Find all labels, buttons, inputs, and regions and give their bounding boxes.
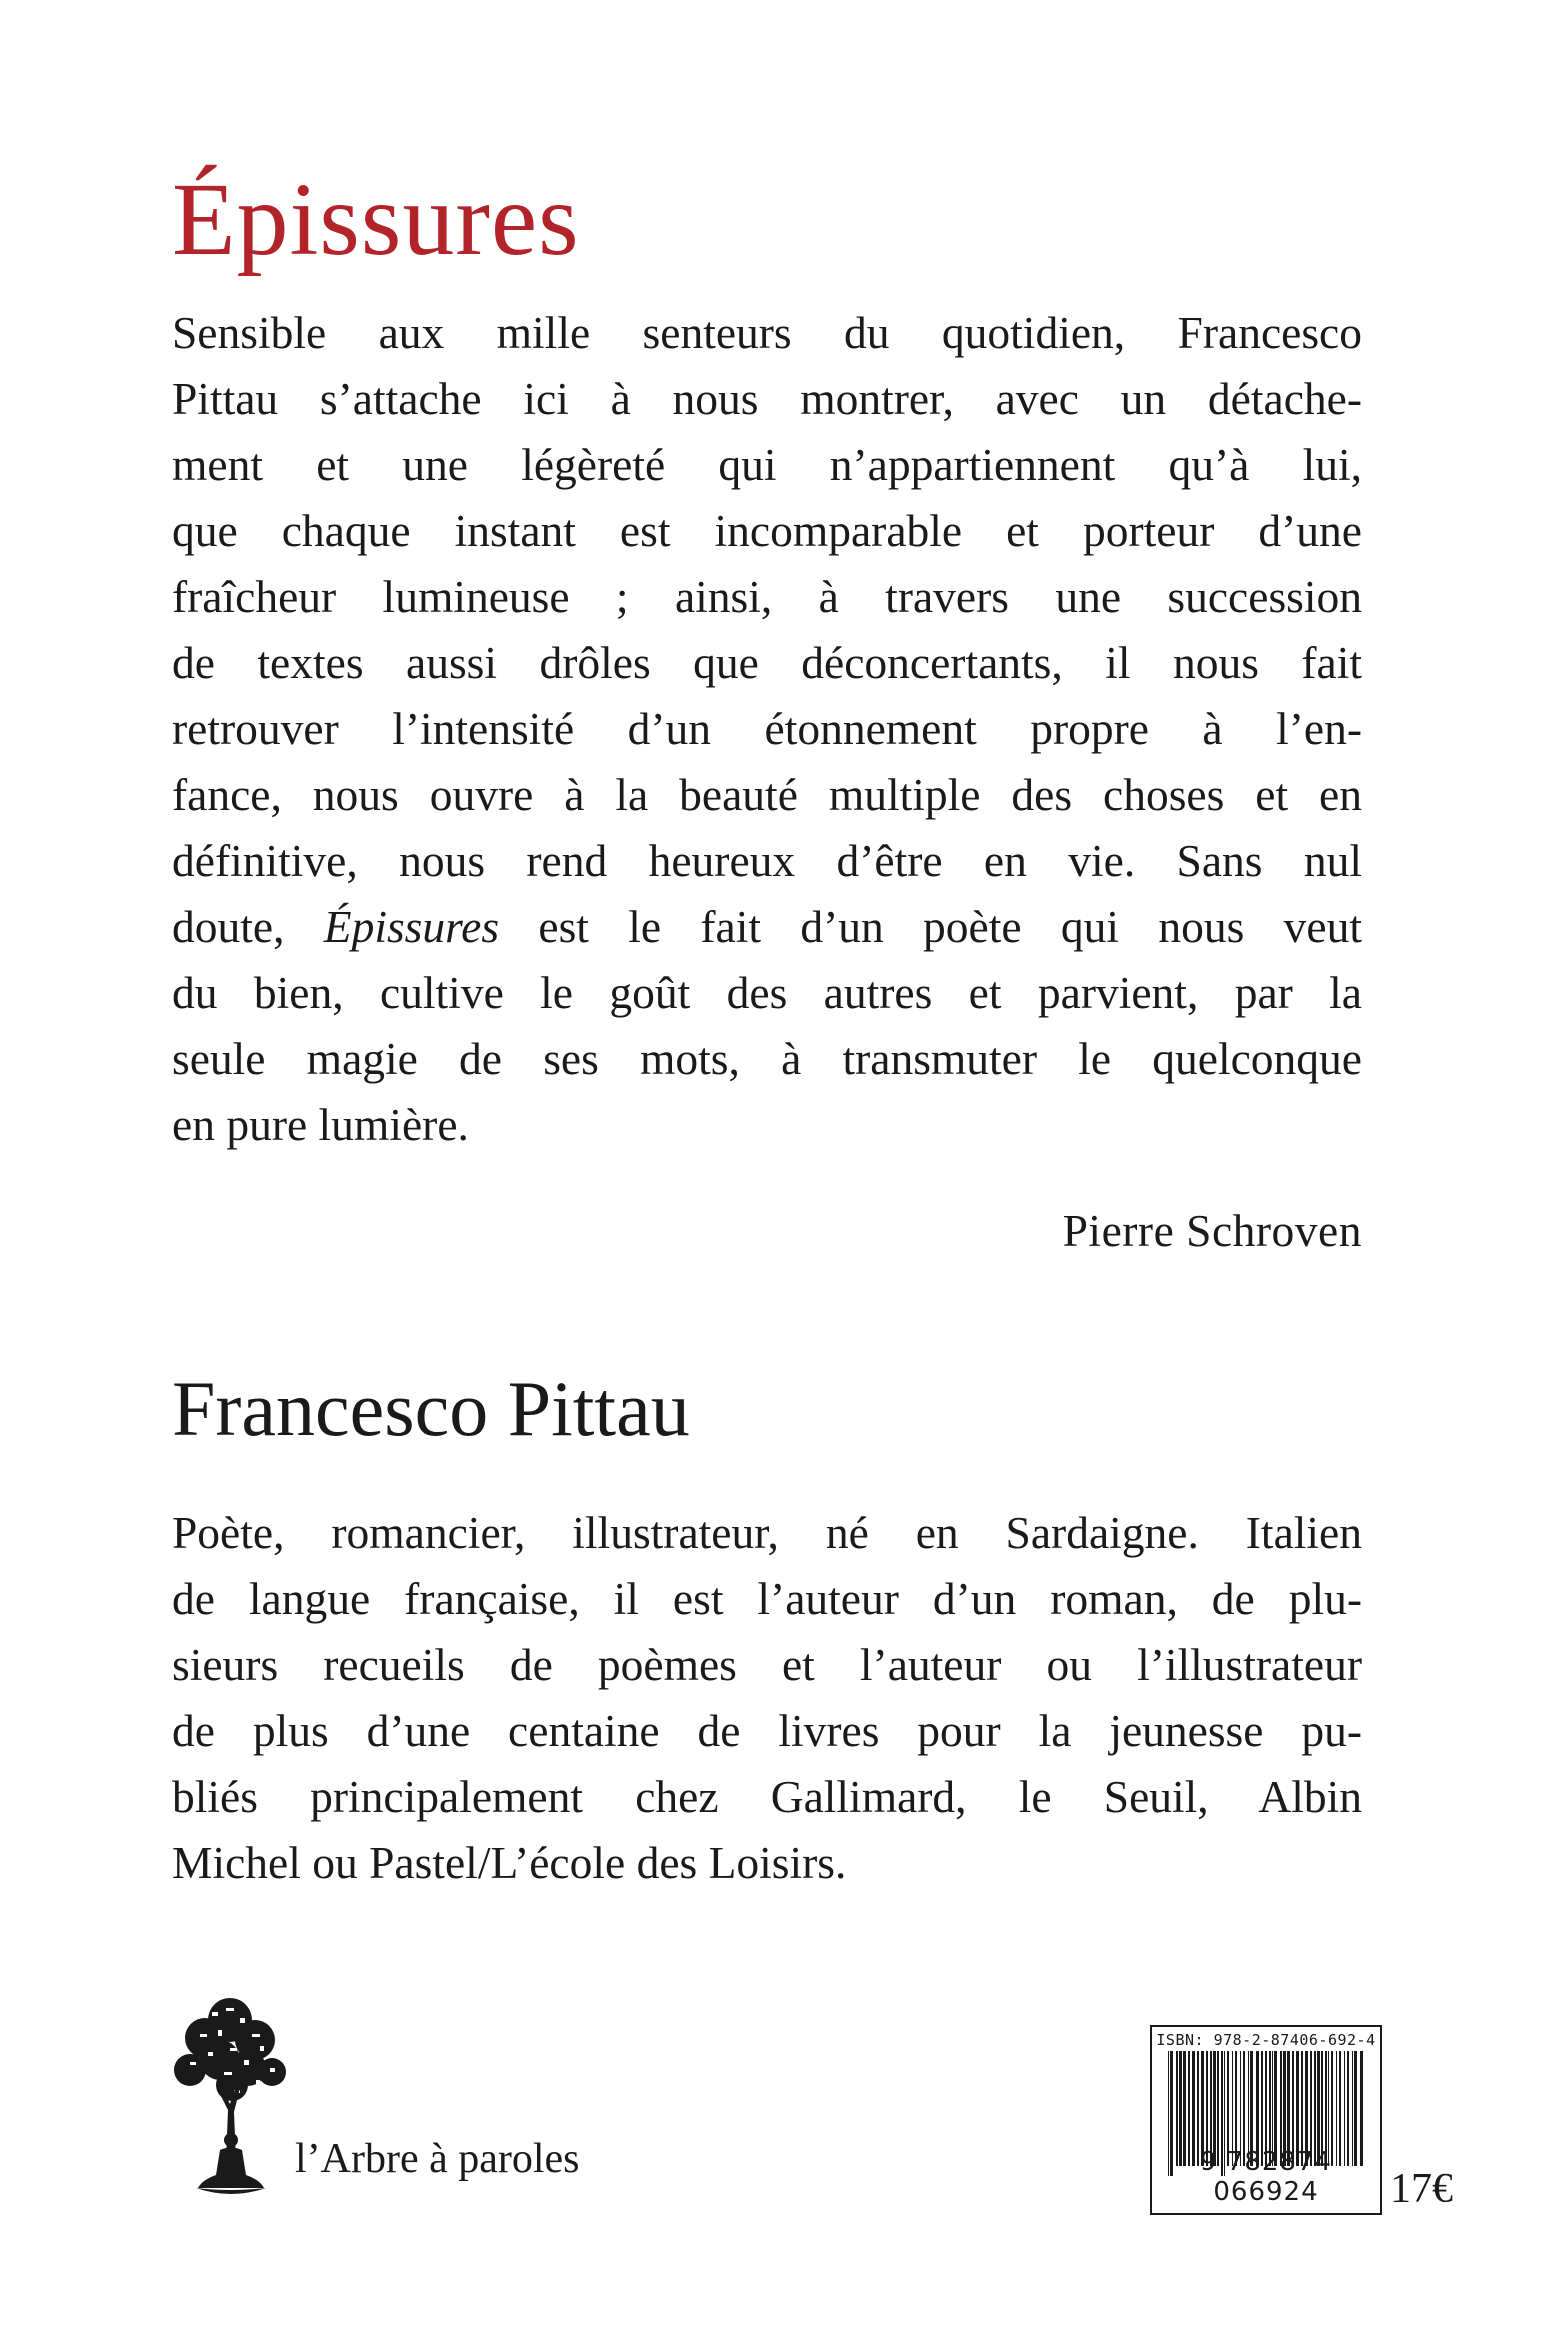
isbn-barcode: [1150, 2025, 1382, 2215]
blurb-text: doute,: [172, 901, 324, 952]
blurb-line: définitive, nous rend heureux d’être en vie. Sans nul: [172, 835, 1362, 886]
publisher-block: [160, 1990, 640, 2210]
blurb-line: Pittau s’attache ici à nous montrer, avec un détache-: [172, 373, 1362, 424]
blurb-line: fraîcheur lumineuse ; ainsi, à travers une succession: [172, 571, 1362, 622]
author-name: Francesco Pittau: [172, 1365, 690, 1452]
blurb-line-with-title: [172, 894, 1362, 960]
back-cover-blurb: [172, 300, 1362, 1158]
author-bio: [172, 1500, 1362, 1896]
blurb-signature: Pierre Schroven: [1062, 1205, 1362, 1256]
bio-line: bliés principalement chez Gallimard, le Seuil, Albin: [172, 1771, 1362, 1822]
blurb-line: ment et une légèreté qui n’appartiennent qu’à lui,: [172, 439, 1362, 490]
bio-line: sieurs recueils de poèmes et l’auteur ou l’illustrateur: [172, 1639, 1362, 1690]
price: 17€: [1390, 2166, 1453, 2212]
blurb-line: seule magie de ses mots, à transmuter le quelconque: [172, 1033, 1362, 1084]
blurb-line: fance, nous ouvre à la beauté multiple des choses et en: [172, 769, 1362, 820]
blurb-line: que chaque instant est incomparable et porteur d’une: [172, 505, 1362, 556]
blurb-line: de textes aussi drôles que déconcertants, il nous fait: [172, 637, 1362, 688]
tree-meditation-logo-icon: [160, 1990, 300, 2200]
blurb-italic-title: Épissures: [323, 901, 500, 952]
bio-line: de langue française, il est l’auteur d’un roman, de plu-: [172, 1573, 1362, 1624]
blurb-line: du bien, cultive le goût des autres et parvient, par la: [172, 967, 1362, 1018]
isbn-label: ISBN: 978-2-87406-692-4: [1156, 2031, 1376, 2049]
book-title: Épissures: [172, 162, 580, 277]
publisher-name: l’Arbre à paroles: [295, 2136, 580, 2182]
blurb-line: en pure lumière.: [172, 1099, 469, 1150]
barcode-digits: 9 782874 066924: [1199, 2147, 1333, 2207]
bio-line: Michel ou Pastel/L’école des Loisirs.: [172, 1837, 847, 1888]
bio-line: de plus d’une centaine de livres pour la jeunesse pu-: [172, 1705, 1362, 1756]
bio-line: Poète, romancier, illustrateur, né en Sardaigne. Italien: [172, 1507, 1362, 1558]
blurb-line: retrouver l’intensité d’un étonnement propre à l’en-: [172, 703, 1362, 754]
blurb-text: est le fait d’un poète qui nous veut: [499, 901, 1362, 952]
blurb-line: Sensible aux mille senteurs du quotidien, Francesco: [172, 307, 1362, 358]
